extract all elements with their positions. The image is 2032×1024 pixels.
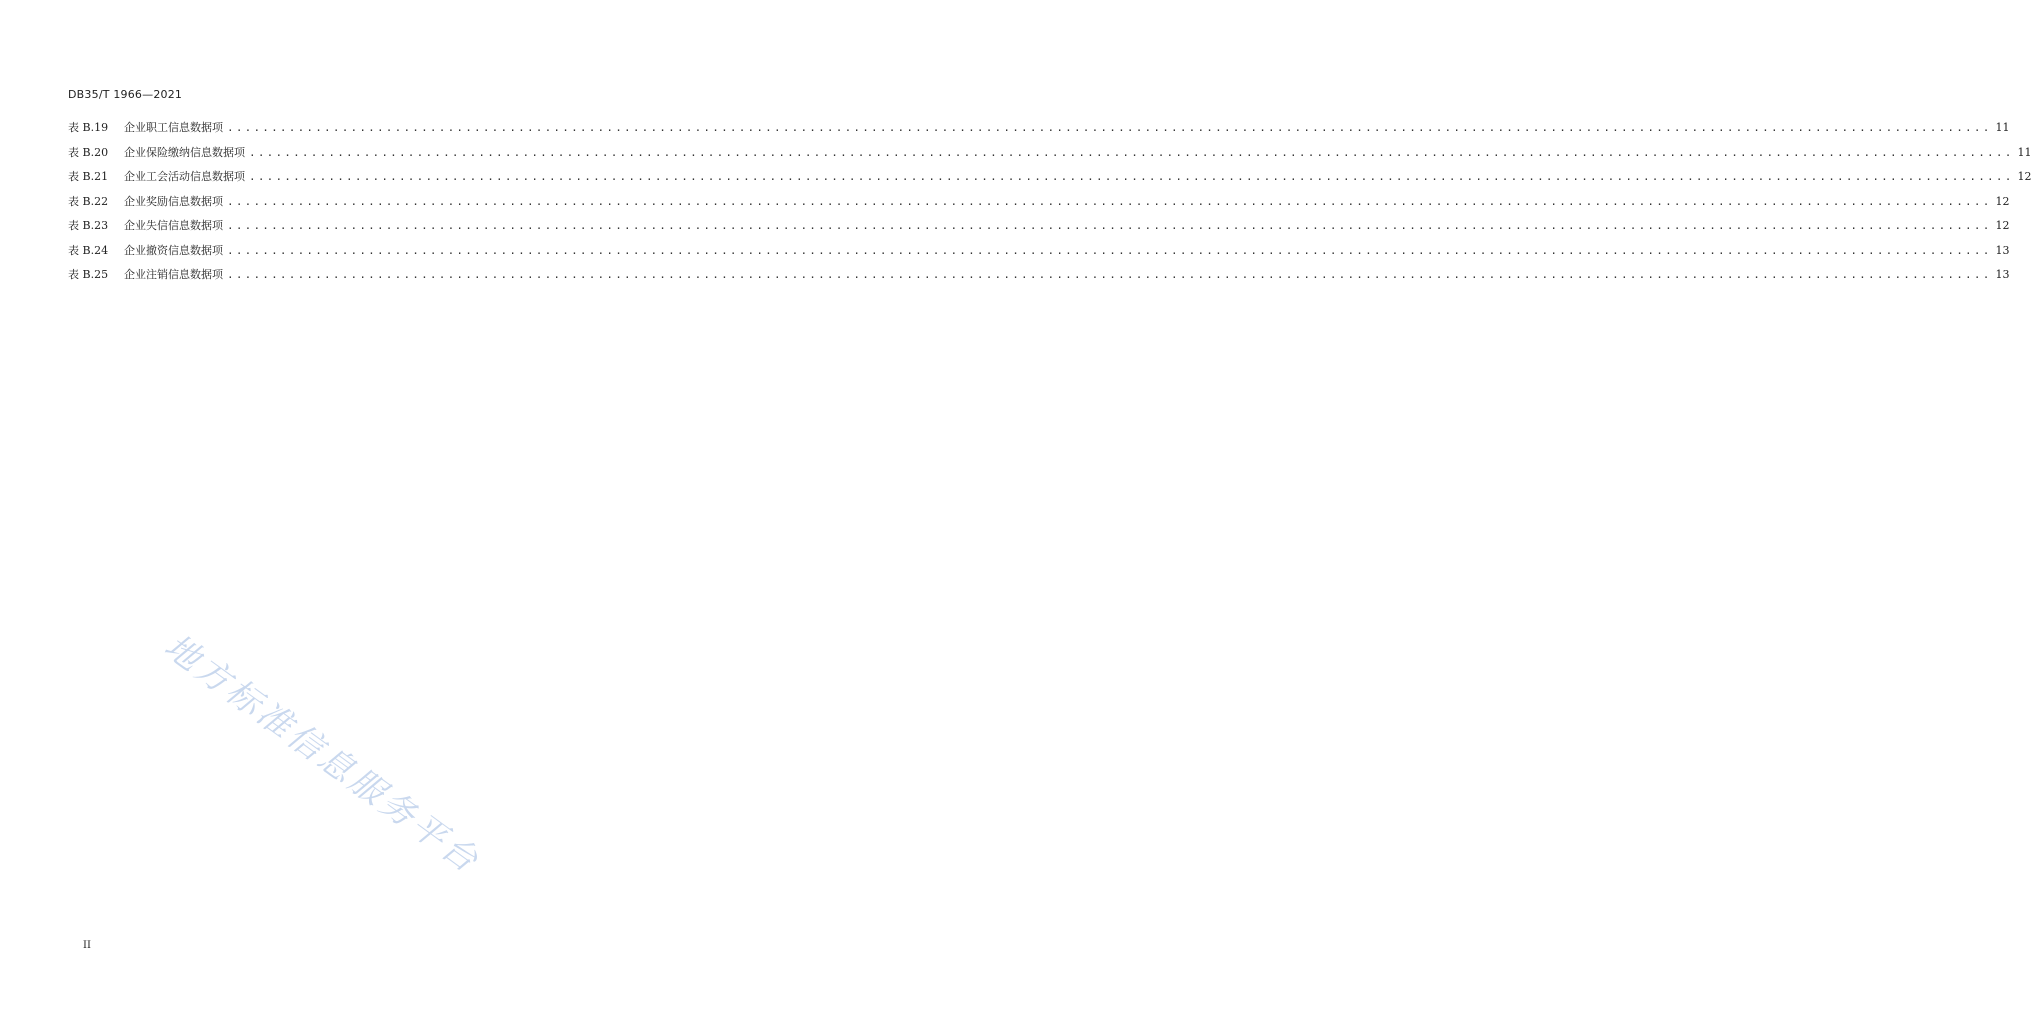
- toc-entry[interactable]: [68, 194, 2010, 219]
- toc-entry-number: 表 B.24: [68, 243, 109, 257]
- toc-entry-number: 表 B.21: [68, 170, 109, 183]
- toc-entry-title: 企业保险缴纳信息数据项: [124, 145, 245, 159]
- toc-entry-number: 表 B.19: [68, 121, 109, 134]
- toc-leader-dots: ........................................................................................................................................................................................................: [249, 170, 2014, 183]
- toc-entry[interactable]: [68, 169, 2032, 194]
- toc-entry-title: 企业职工信息数据项: [124, 121, 223, 134]
- toc-entry-number: 表 B.20: [68, 145, 109, 159]
- toc-leader-dots: ........................................................................................................................................................................................................: [227, 243, 1992, 257]
- toc-entry-number: 表 B.25: [68, 268, 109, 281]
- toc-entry-title: 企业失信信息数据项: [124, 219, 223, 232]
- toc-entry-page: 13: [1995, 243, 2010, 257]
- toc-leader-dots: ........................................................................................................................................................................................................: [249, 145, 2014, 159]
- toc-entry-number: 表 B.22: [68, 194, 109, 208]
- toc-entry-page: 13: [1995, 268, 2010, 281]
- toc-entry[interactable]: [68, 145, 2032, 170]
- toc-entry-title: 企业工会活动信息数据项: [124, 170, 245, 183]
- toc-entry[interactable]: [68, 243, 2010, 268]
- toc-leader-dots: ........................................................................................................................................................................................................: [227, 121, 1992, 134]
- page-number-footer: II: [83, 940, 91, 951]
- toc-entry-page: 11: [1995, 121, 2010, 134]
- table-of-contents: [68, 120, 2032, 292]
- toc-entry[interactable]: [68, 218, 2010, 243]
- toc-leader-dots: ........................................................................................................................................................................................................: [227, 219, 1992, 232]
- toc-entry-page: 12: [1995, 194, 2010, 208]
- toc-entry-number: 表 B.23: [68, 219, 109, 232]
- toc-entry-title: 企业撤资信息数据项: [124, 243, 223, 257]
- toc-entry-title: 企业注销信息数据项: [124, 268, 223, 281]
- toc-entry[interactable]: [68, 120, 2010, 145]
- toc-entry-page: 11: [2017, 145, 2032, 159]
- watermark-text: 地方标准信息服务平台: [156, 626, 488, 883]
- toc-entry-page: 12: [1995, 219, 2010, 232]
- toc-entry-title: 企业奖励信息数据项: [124, 194, 223, 208]
- toc-entry-page: 12: [2017, 170, 2032, 183]
- toc-entry[interactable]: [68, 267, 2010, 292]
- toc-leader-dots: ........................................................................................................................................................................................................: [227, 268, 1992, 281]
- document-code-header: DB35/T 1966—2021: [68, 88, 183, 101]
- toc-leader-dots: ........................................................................................................................................................................................................: [227, 194, 1992, 208]
